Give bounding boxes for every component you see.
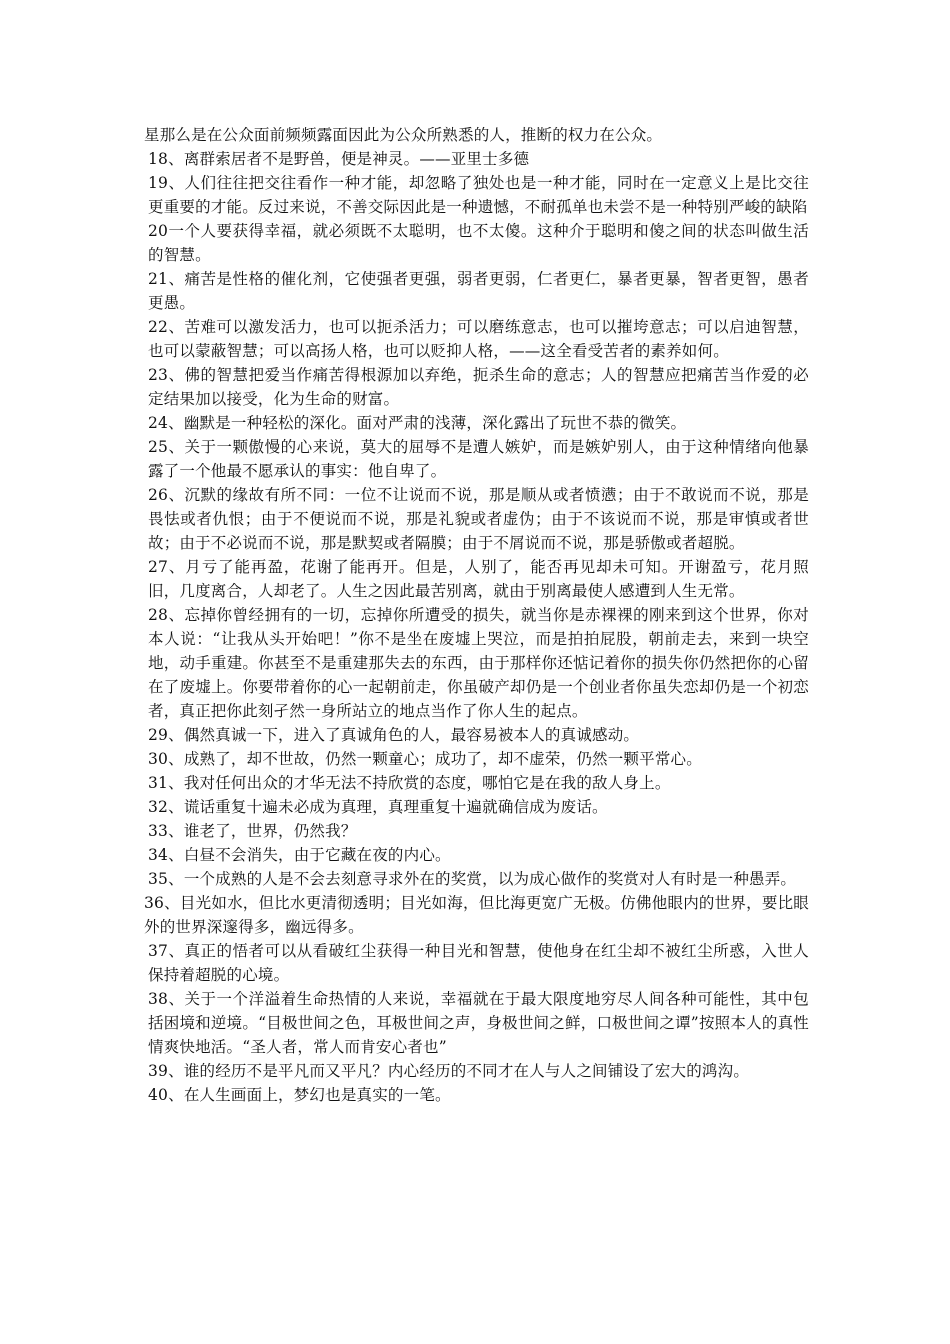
quote-30: 30、成熟了，却不世故，仍然一颗童心；成功了，却不虚荣，仍然一颗平常心。 [148, 750, 702, 768]
quote-40: 40、在人生画面上，梦幻也是真实的一笔。 [148, 1086, 451, 1104]
quote-23: 23、佛的智慧把爱当作痛苦得根源加以弃绝，扼杀生命的意志；人的智慧应把痛苦当作爱的必定结果加以接受，化为生命的财富。 [148, 366, 809, 408]
quote-28: 28、忘掉你曾经拥有的一切，忘掉你所遭受的损失，就当你是赤裸裸的刚来到这个世界，你对本人说：“让我从头开始吧！”你不是坐在废墟上哭泣，而是拍拍屁股，朝前走去，来到一块空地，动手重建。你甚至不是重建那失去的东西，由于那样你还惦记着你的损失你仍然把你的心留在了废墟上。你要带着你的心一起朝前走，你虽破产却仍是一个创业者你虽失恋却仍是一个初恋者，真正把你此刻孑然一身所站立的地点当作了你人生的起点。 [148, 606, 809, 720]
quote-35: 35、一个成熟的人是不会去刻意寻求外在的奖赏，以为成心做作的奖赏对人有时是一种愚弄。 [148, 870, 797, 888]
quote-38: 38、关于一个洋溢着生命热情的人来说，幸福就在于最大限度地穷尽人间各种可能性，其中包括困境和逆境。“目极世间之色，耳极世间之声，身极世间之鲜，口极世间之谭”按照本人的真性情爽快地活。“圣人者，常人而肯安心者也” [148, 990, 809, 1056]
quote-39: 39、谁的经历不是平凡而又平凡？内心经历的不同才在人与人之间铺设了宏大的鸿沟。 [148, 1062, 750, 1080]
quote-33: 33、谁老了，世界，仍然我？ [148, 822, 357, 840]
quote-24: 24、幽默是一种轻松的深化。面对严肃的浅薄，深化露出了玩世不恭的微笑。 [148, 414, 687, 432]
quote-21: 21、痛苦是性格的催化剂，它使强者更强，弱者更弱，仁者更仁，暴者更暴，智者更智，愚者更愚。 [148, 270, 809, 312]
quote-27: 27、月亏了能再盈，花谢了能再开。但是，人别了，能否再见却未可知。开谢盈亏，花月照旧，几度离合，人却老了。人生之因此最苦别离，就由于别离最使人感遭到人生无常。 [148, 558, 809, 600]
paragraph-continuation: 星那么是在公众面前频频露面因此为公众所熟悉的人，推断的权力在公众。 [144, 126, 663, 144]
quote-18: 18、离群索居者不是野兽，便是神灵。——亚里士多德 [148, 150, 530, 168]
quote-34: 34、白昼不会消失，由于它藏在夜的内心。 [148, 846, 451, 864]
quote-22: 22、苦难可以激发活力，也可以扼杀活力；可以磨练意志，也可以摧垮意志；可以启迪智慧，也可以蒙蔽智慧；可以高扬人格，也可以贬抑人格，——这全看受苦者的素养如何。 [148, 318, 809, 360]
quote-31: 31、我对任何出众的才华无法不持欣赏的态度，哪怕它是在我的敌人身上。 [148, 774, 671, 792]
document-body [144, 123, 809, 1107]
quote-19: 19、人们往往把交往看作一种才能，却忽略了独处也是一种才能，同时在一定意义上是比交往更重要的才能。反过来说，不善交际因此是一种遗憾，不耐孤单也未尝不是一种特别严峻的缺陷 [148, 174, 809, 216]
quote-29: 29、偶然真诚一下，进入了真诚角色的人，最容易被本人的真诚感动。 [148, 726, 640, 744]
quote-32: 32、谎话重复十遍未必成为真理，真理重复十遍就确信成为废话。 [148, 798, 608, 816]
quote-20: 20一个人要获得幸福，就必须既不太聪明，也不太傻。这种介于聪明和傻之间的状态叫做生活的智慧。 [148, 222, 809, 264]
quote-26: 26、沉默的缘故有所不同：一位不让说而不说，那是顺从或者愤懑；由于不敢说而不说，那是畏怯或者仇恨；由于不便说而不说，那是礼貌或者虚伪；由于不该说而不说，那是审慎或者世故；由于不必说而不说，那是默契或者隔膜；由于不屑说而不说，那是骄傲或者超脱。 [148, 486, 809, 552]
quote-25: 25、关于一颗傲慢的心来说，莫大的屈辱不是遭人嫉妒，而是嫉妒别人，由于这种情绪向他暴露了一个他最不愿承认的事实：他自卑了。 [148, 438, 809, 480]
quote-37: 37、真正的悟者可以从看破红尘获得一种目光和智慧，使他身在红尘却不被红尘所惑，入世人保持着超脱的心境。 [148, 942, 809, 984]
quote-36: 36、目光如水，但比水更清彻透明；目光如海，但比海更宽广无极。仿佛他眼内的世界，要比眼外的世界深邃得多，幽远得多。 [144, 894, 809, 936]
